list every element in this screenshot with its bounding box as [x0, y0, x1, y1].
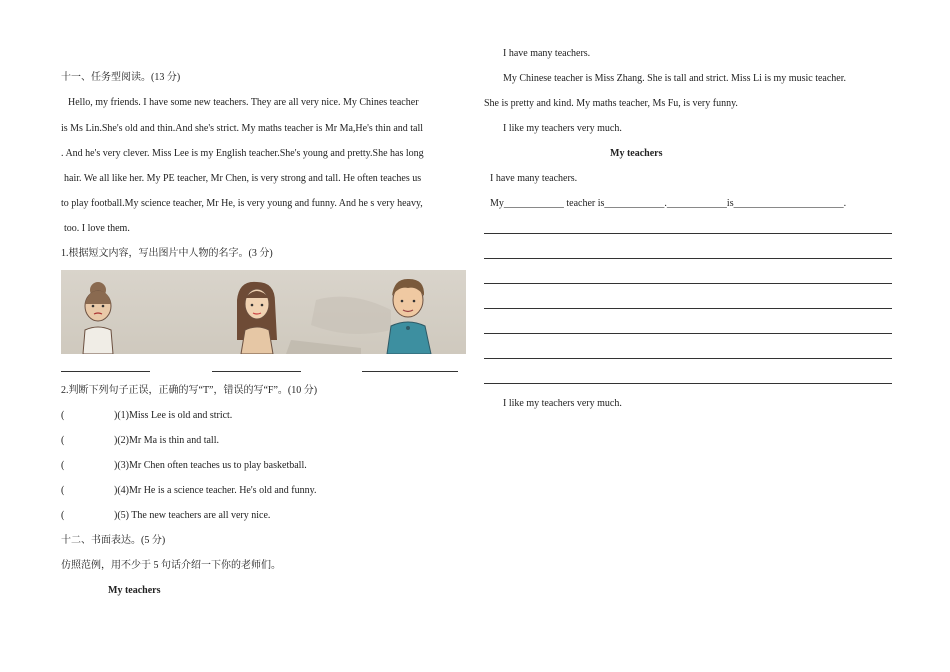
passage-line: Hello, my friends. I have some new teachers. They are all very nice. My Chines teacher	[68, 97, 419, 108]
sample-title: My teachers	[108, 585, 161, 596]
answer-paren[interactable]: (	[61, 510, 65, 521]
teachers-illustration	[61, 270, 466, 354]
answer-paren[interactable]: (	[61, 410, 65, 421]
section-12-title: 十二、书面表达。(5 分)	[61, 535, 166, 546]
writing-intro: I have many teachers.	[490, 173, 578, 184]
teacher-portrait-2	[237, 282, 277, 354]
writing-line[interactable]	[484, 283, 892, 284]
passage-line: to play football.My science teacher, Mr He, is very young and funny. And he s very heavy,	[61, 198, 423, 209]
statement-3: )(3)Mr Chen often teaches us to play basketball.	[114, 460, 307, 471]
answer-blank-2[interactable]	[212, 371, 301, 372]
teacher-portrait-3	[387, 279, 431, 354]
teachers-picture	[61, 270, 466, 354]
teacher-portrait-1	[83, 282, 113, 354]
answer-paren[interactable]: (	[61, 460, 65, 471]
passage-line: . And he's very clever. Miss Lee is my English teacher.She's young and pretty.She has long	[61, 148, 424, 159]
writing-instruction: 仿照范例，用不少于 5 句话介绍一下你的老师们。	[61, 560, 281, 571]
sample-line: My Chinese teacher is Miss Zhang. She is tall and strict. Miss Li is my music teacher.	[503, 73, 847, 84]
writing-line[interactable]	[484, 233, 892, 234]
writing-line[interactable]	[484, 308, 892, 309]
sample-line: She is pretty and kind. My maths teacher, Ms Fu, is very funny.	[484, 98, 738, 109]
passage-line: is Ms Lin.She's old and thin.And she's strict. My maths teacher is Mr Ma,He's thin and tall	[61, 123, 424, 134]
statement-5: )(5) The new teachers are all very nice.	[114, 510, 271, 521]
writing-line[interactable]	[484, 333, 892, 334]
passage-line: too. I love them.	[64, 223, 130, 234]
writing-line[interactable]	[484, 358, 892, 359]
statement-1: )(1)Miss Lee is old and strict.	[114, 410, 233, 421]
statement-4: )(4)Mr He is a science teacher. He's old and funny.	[114, 485, 317, 496]
writing-line[interactable]	[484, 383, 892, 384]
writing-closing: I like my teachers very much.	[503, 398, 622, 409]
writing-template[interactable]: My____________ teacher is____________.____________is______________________.	[490, 198, 847, 209]
statement-2: )(2)Mr Ma is thin and tall.	[114, 435, 219, 446]
answer-blank-1[interactable]	[61, 371, 150, 372]
question-1: 1.根据短文内容，写出图片中人物的名字。(3 分)	[61, 248, 273, 259]
writing-line[interactable]	[484, 258, 892, 259]
section-11-title: 十一、任务型阅读。(13 分)	[61, 72, 181, 83]
answer-paren[interactable]: (	[61, 485, 65, 496]
sample-line: I like my teachers very much.	[503, 123, 622, 134]
answer-paren[interactable]: (	[61, 435, 65, 446]
question-2: 2.判断下列句子正误，正确的写“T”，错误的写“F”。(10 分)	[61, 385, 318, 396]
passage-line: hair. We all like her. My PE teacher, Mr Chen, is very strong and tall. He often teaches us	[64, 173, 422, 184]
answer-blank-3[interactable]	[362, 371, 458, 372]
writing-title: My teachers	[610, 148, 663, 159]
sample-line: I have many teachers.	[503, 48, 591, 59]
